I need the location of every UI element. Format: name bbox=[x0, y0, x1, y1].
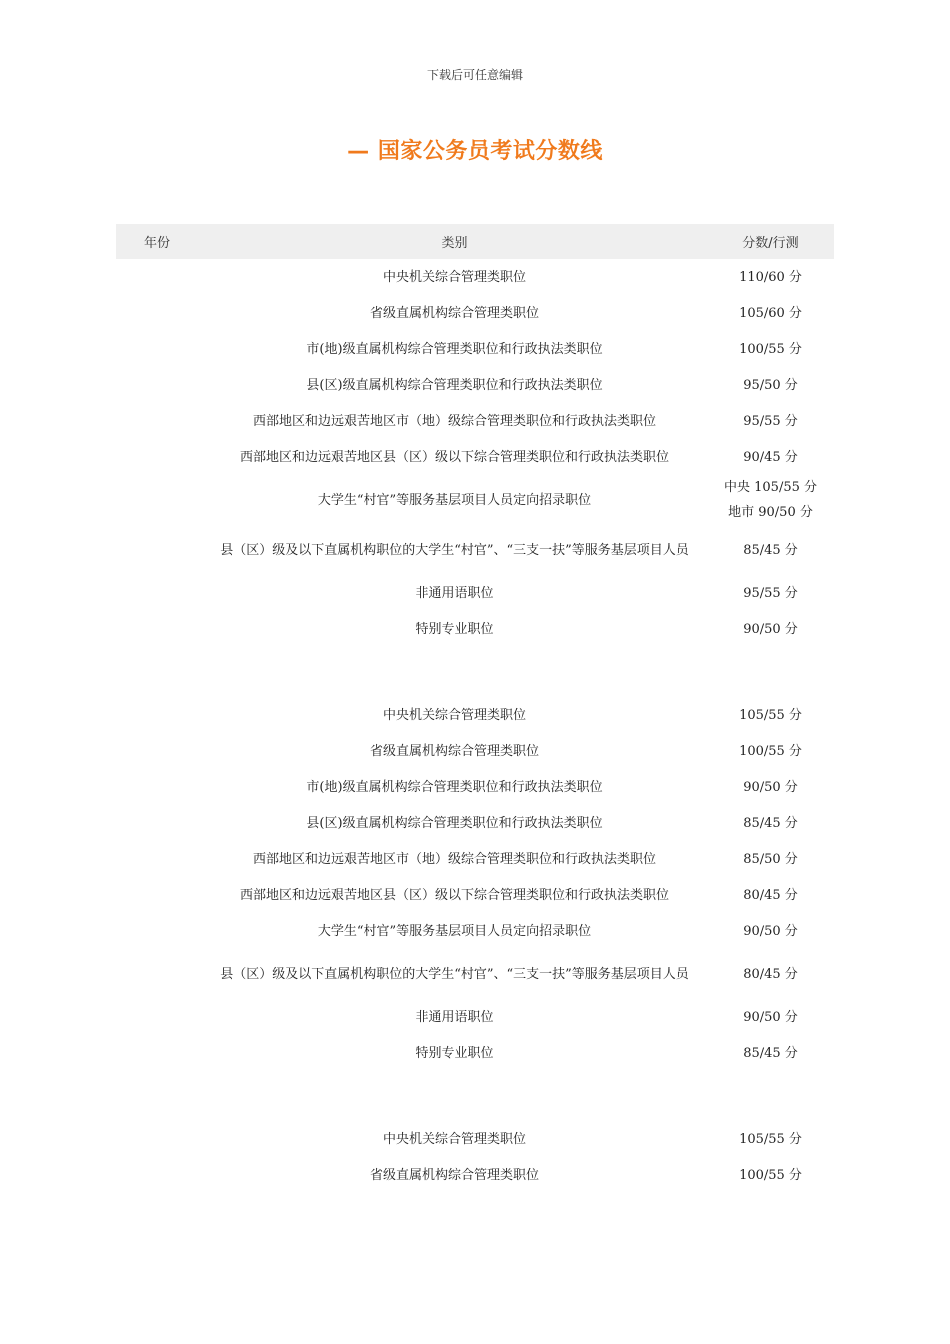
table-row bbox=[116, 769, 834, 805]
header-note: 下载后可任意编辑 bbox=[426, 68, 523, 82]
year-cell bbox=[116, 259, 202, 295]
score-cell: 90/45 分 bbox=[743, 449, 798, 465]
category-cell: 非通用语职位 bbox=[415, 1009, 494, 1025]
year-cell bbox=[116, 769, 202, 805]
year-cell bbox=[116, 575, 202, 611]
category-cell: 中央机关综合管理类职位 bbox=[382, 269, 526, 285]
year-cell bbox=[116, 439, 202, 475]
category-cell: 中央机关综合管理类职位 bbox=[382, 707, 526, 723]
table-row bbox=[116, 525, 834, 575]
category-cell: 省级直属机构综合管理类职位 bbox=[369, 1167, 539, 1183]
year-cell bbox=[116, 1121, 202, 1157]
table-header-row bbox=[116, 224, 834, 259]
table-row bbox=[116, 295, 834, 331]
year-cell bbox=[116, 367, 202, 403]
category-cell: 西部地区和边远艰苦地区市（地）级综合管理类职位和行政执法类职位 bbox=[252, 851, 656, 867]
table-row bbox=[116, 475, 834, 525]
year-cell bbox=[116, 295, 202, 331]
category-cell: 县(区)级直属机构综合管理类职位和行政执法类职位 bbox=[306, 377, 603, 393]
score-cell: 85/50 分 bbox=[743, 851, 798, 867]
score-cell bbox=[707, 475, 834, 525]
table-row bbox=[116, 949, 834, 999]
category-cell: 大学生“村官”等服务基层项目人员定向招录职位 bbox=[317, 492, 592, 508]
score-cell: 85/45 分 bbox=[743, 1045, 798, 1061]
year-cell bbox=[116, 805, 202, 841]
score-cell: 105/55 分 bbox=[739, 707, 802, 723]
score-line-central: 中央 105/55 分 bbox=[724, 480, 817, 495]
year-cell bbox=[116, 611, 202, 647]
year-cell bbox=[116, 1157, 202, 1193]
year-cell bbox=[116, 733, 202, 769]
year-cell bbox=[116, 403, 202, 439]
score-cell: 110/60 分 bbox=[739, 269, 802, 285]
year-cell bbox=[116, 841, 202, 877]
score-cell: 105/55 分 bbox=[739, 1131, 802, 1147]
category-cell: 特别专业职位 bbox=[415, 1045, 494, 1061]
year-cell bbox=[116, 1035, 202, 1071]
score-cell: 85/45 分 bbox=[743, 815, 798, 831]
score-cell: 100/55 分 bbox=[739, 1167, 802, 1183]
table-row bbox=[116, 259, 834, 295]
page-title: — 国家公务员考试分数线 bbox=[347, 139, 603, 164]
year-cell bbox=[116, 331, 202, 367]
score-cell: 80/45 分 bbox=[743, 966, 798, 982]
table-row bbox=[116, 1157, 834, 1193]
column-header-score: 分数/行测 bbox=[707, 224, 834, 259]
table-row bbox=[116, 1035, 834, 1071]
category-cell: 非通用语职位 bbox=[415, 585, 494, 601]
category-cell: 市(地)级直属机构综合管理类职位和行政执法类职位 bbox=[306, 779, 603, 795]
category-cell: 县(区)级直属机构综合管理类职位和行政执法类职位 bbox=[306, 815, 603, 831]
category-cell: 中央机关综合管理类职位 bbox=[382, 1131, 526, 1147]
score-cell: 90/50 分 bbox=[743, 923, 798, 939]
year-cell bbox=[116, 999, 202, 1035]
category-cell: 西部地区和边远艰苦地区市（地）级综合管理类职位和行政执法类职位 bbox=[252, 413, 656, 429]
year-cell bbox=[116, 475, 202, 525]
table-row bbox=[116, 877, 834, 913]
score-table bbox=[116, 224, 834, 1193]
score-cell: 85/45 分 bbox=[743, 542, 798, 558]
category-cell: 省级直属机构综合管理类职位 bbox=[369, 743, 539, 759]
table-row bbox=[116, 367, 834, 403]
table-row bbox=[116, 1121, 834, 1157]
year-cell bbox=[116, 949, 202, 999]
category-cell: 大学生“村官”等服务基层项目人员定向招录职位 bbox=[317, 923, 592, 939]
table-row bbox=[116, 403, 834, 439]
table-row bbox=[116, 611, 834, 647]
category-cell: 西部地区和边远艰苦地区县（区）级以下综合管理类职位和行政执法类职位 bbox=[239, 449, 669, 465]
score-cell: 100/55 分 bbox=[739, 743, 802, 759]
score-cell: 90/50 分 bbox=[743, 621, 798, 637]
score-cell: 90/50 分 bbox=[743, 1009, 798, 1025]
category-cell: 县（区）级及以下直属机构职位的大学生“村官”、“三支一扶”等服务基层项目人员 bbox=[220, 966, 689, 982]
table-row bbox=[116, 439, 834, 475]
table-row bbox=[116, 805, 834, 841]
score-cell: 90/50 分 bbox=[743, 779, 798, 795]
category-cell: 市(地)级直属机构综合管理类职位和行政执法类职位 bbox=[306, 341, 603, 357]
score-cell: 95/55 分 bbox=[743, 585, 798, 601]
table-row bbox=[116, 331, 834, 367]
table-row bbox=[116, 913, 834, 949]
category-cell: 县（区）级及以下直属机构职位的大学生“村官”、“三支一扶”等服务基层项目人员 bbox=[220, 542, 689, 558]
section-gap bbox=[116, 647, 834, 697]
table-row bbox=[116, 841, 834, 877]
table-row bbox=[116, 697, 834, 733]
year-cell bbox=[116, 697, 202, 733]
score-cell: 95/55 分 bbox=[743, 413, 798, 429]
table-row bbox=[116, 733, 834, 769]
score-line-local: 地市 90/50 分 bbox=[728, 505, 813, 520]
column-header-category: 类别 bbox=[202, 224, 707, 259]
section-gap bbox=[116, 1071, 834, 1121]
score-cell: 80/45 分 bbox=[743, 887, 798, 903]
year-cell bbox=[116, 877, 202, 913]
year-cell bbox=[116, 525, 202, 575]
category-cell: 省级直属机构综合管理类职位 bbox=[369, 305, 539, 321]
category-cell: 西部地区和边远艰苦地区县（区）级以下综合管理类职位和行政执法类职位 bbox=[239, 887, 669, 903]
table-row bbox=[116, 575, 834, 611]
score-cell: 95/50 分 bbox=[743, 377, 798, 393]
year-cell bbox=[116, 913, 202, 949]
score-cell: 105/60 分 bbox=[739, 305, 802, 321]
category-cell: 特别专业职位 bbox=[415, 621, 494, 637]
score-cell: 100/55 分 bbox=[739, 341, 802, 357]
table-row bbox=[116, 999, 834, 1035]
column-header-year: 年份 bbox=[116, 224, 202, 259]
